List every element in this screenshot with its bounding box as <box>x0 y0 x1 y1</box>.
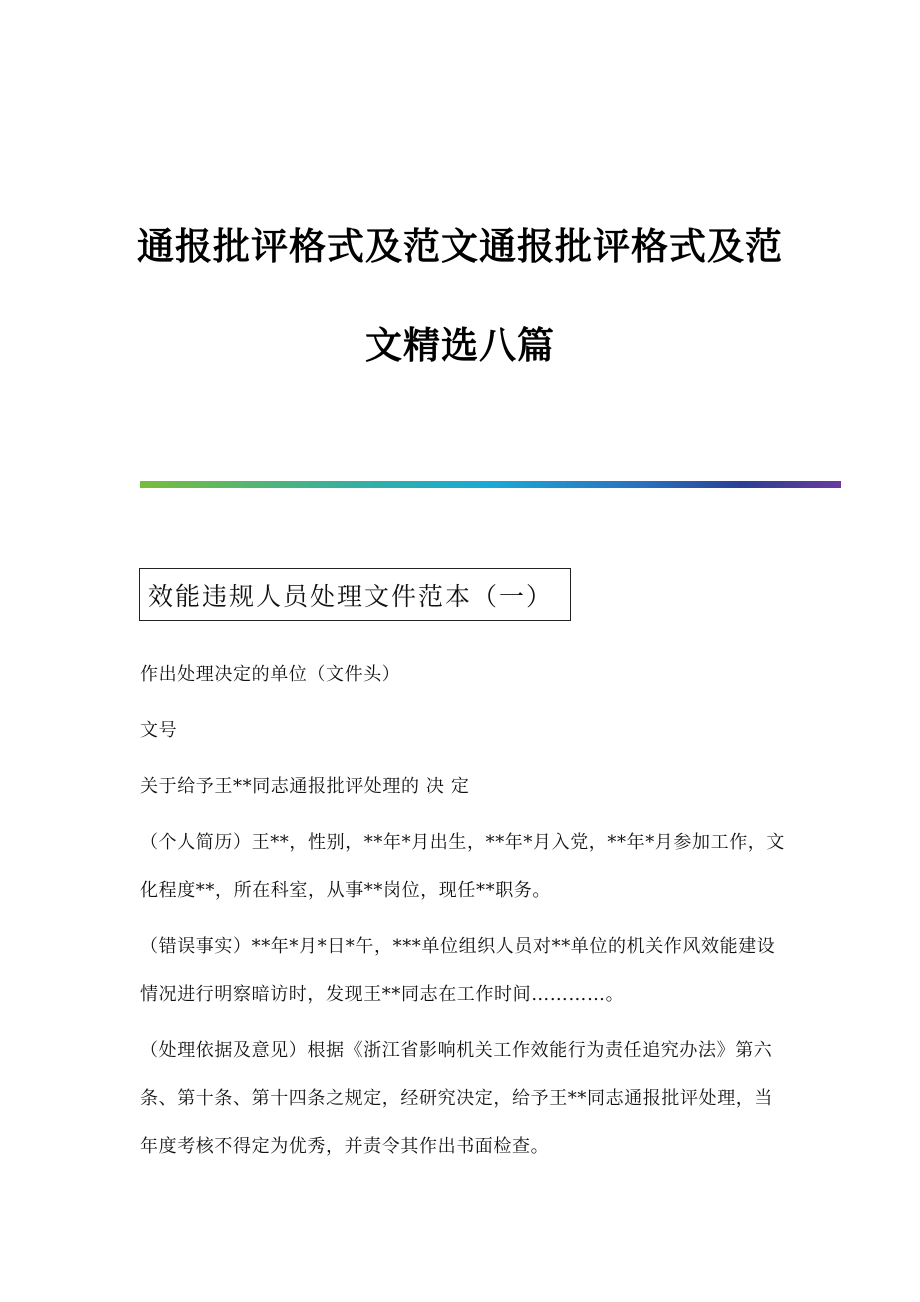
section-heading-text: 效能违规人员处理文件范本（一） <box>148 581 554 611</box>
basis-opinion-line-2: 条、第十条、第十四条之规定，经研究决定，给予王**同志通报批评处理，当 <box>140 1088 773 1109</box>
personal-resume-line-1: （个人简历）王**，性别，**年*月出生，**年*月入党，**年*月参加工作，文 <box>140 832 785 853</box>
decision-title-line: 关于给予王**同志通报批评处理的 决 定 <box>140 776 470 797</box>
basis-opinion-line-3: 年度考核不得定为优秀，并责令其作出书面检查。 <box>140 1136 550 1157</box>
section-heading-box <box>139 568 571 621</box>
basis-opinion-line-1: （处理依据及意见）根据《浙江省影响机关工作效能行为责任追究办法》第六 <box>140 1040 773 1061</box>
document-title-line-1: 通报批评格式及范文通报批评格式及范 <box>137 225 783 268</box>
document-number-line: 文号 <box>140 720 178 741</box>
gradient-divider <box>140 481 841 488</box>
error-facts-line-1: （错误事实）**年*月*日*午，***单位组织人员对**单位的机关作风效能建设 <box>140 936 776 957</box>
document-title-line-2: 文精选八篇 <box>365 324 555 367</box>
personal-resume-line-2: 化程度**，所在科室，从事**岗位，现任**职务。 <box>140 880 551 901</box>
issuing-unit-line: 作出处理决定的单位（文件头） <box>140 664 401 685</box>
error-facts-line-2: 情况进行明察暗访时，发现王**同志在工作时间…………。 <box>140 984 625 1005</box>
